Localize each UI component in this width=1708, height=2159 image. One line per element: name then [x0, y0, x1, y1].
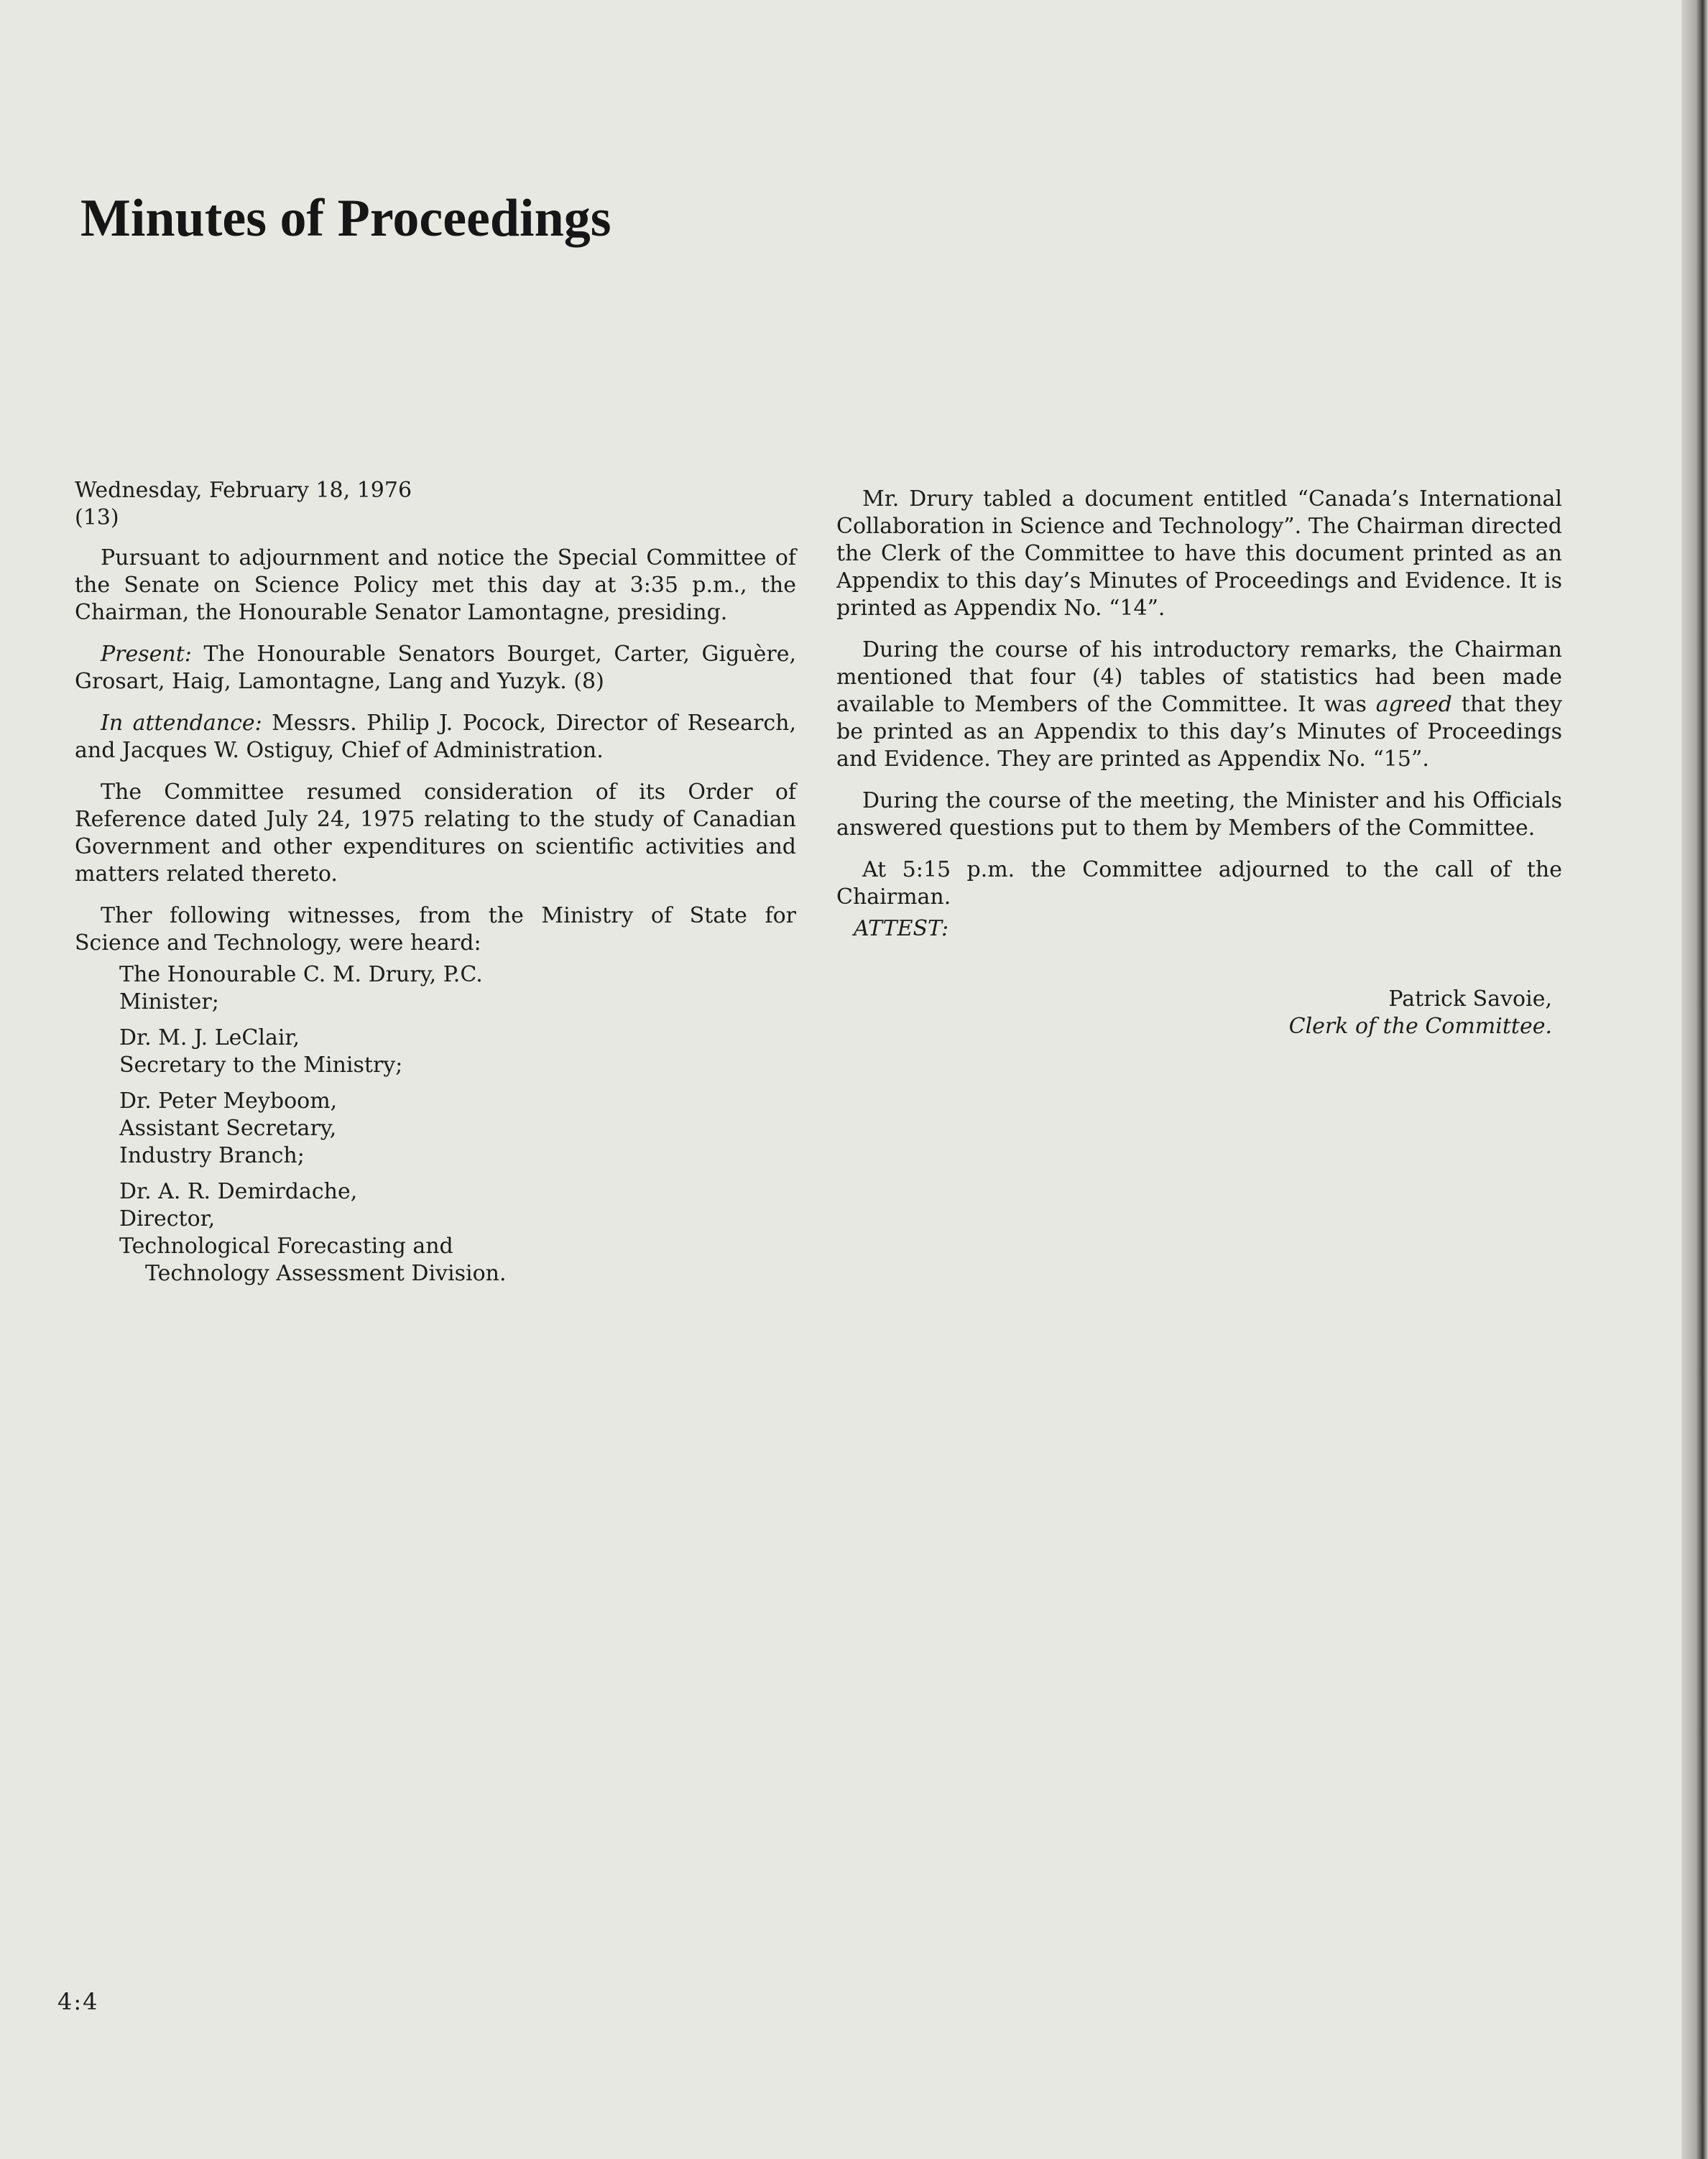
present-label: Present:: [101, 642, 192, 667]
attendance-label: In attendance:: [101, 711, 262, 736]
witness-title: Minister;: [119, 989, 219, 1014]
meeting-header: [75, 477, 796, 532]
left-column: [75, 477, 796, 1296]
witness-title: Director,: [119, 1206, 216, 1231]
witness-name: Dr. A. R. Demirdache,: [119, 1179, 358, 1204]
witness-entry: [119, 961, 796, 1016]
tabled-document-paragraph: Mr. Drury tabled a document entitled “Canada’s International Collaboration in Science and Technology”. The Chairman directed the Clerk of the Committee to have this document printed as an Appendix to this day’s Minutes of Proceedings and Evidence. It is printed as Appendix No. “14”.: [836, 486, 1562, 621]
opening-paragraph: Pursuant to adjournment and notice the Special Committee of the Senate on Science Policy met this day at 3:35 p.m., the Chairman, the Honourable Senator Lamontagne, presiding.: [75, 545, 796, 625]
page-title: Minutes of Proceedings: [80, 188, 611, 248]
statistics-paragraph: [836, 637, 1562, 773]
witness-title: Secretary to the Ministry;: [119, 1053, 403, 1078]
witness-name: The Honourable C. M. Drury, P.C.: [119, 962, 483, 987]
witness-entry: [119, 1178, 796, 1287]
page-binding-edge: [1681, 0, 1708, 2159]
witness-title: Assistant Secretary,: [119, 1116, 337, 1141]
witness-title: Industry Branch;: [119, 1143, 305, 1168]
statistics-text-start: During the course of his introductory remarks, the Chairman mentioned that four (4) tables of statistics had been made available to Members of the Committee. It was: [836, 637, 1562, 717]
signature-name: Patrick Savoie,: [1388, 986, 1552, 1012]
right-column: [836, 486, 1562, 1040]
witness-intro: Ther following witnesses, from the Ministry of State for Science and Technology, were heard:: [75, 903, 796, 956]
statistics-text-end: that they be printed as an Appendix to this day’s Minutes of Proceedings and Evidence. They are printed as Appendix No. “15”.: [836, 692, 1562, 772]
signature-block: [836, 986, 1552, 1040]
meeting-date: Wednesday, February 18, 1976: [75, 478, 412, 503]
reference-paragraph: The Committee resumed consideration of its Order of Reference dated July 24, 1975 relating to the study of Canadian Government and other expenditures on scientific activities and matters related thereto.: [75, 780, 796, 887]
witness-entry: [119, 1025, 796, 1079]
adjournment-paragraph: At 5:15 p.m. the Committee adjourned to the call of the Chairman.: [836, 857, 1562, 910]
witness-title: Technological Forecasting and: [119, 1234, 453, 1259]
present-paragraph: [75, 641, 796, 695]
attendance-paragraph: [75, 710, 796, 764]
present-text: The Honourable Senators Bourget, Carter, Giguère, Grosart, Haig, Lamontagne, Lang and Yuzyk. (8): [75, 642, 796, 694]
attendance-text: Messrs. Philip J. Pocock, Director of Research, and Jacques W. Ostiguy, Chief of Administration.: [75, 711, 796, 763]
witness-title: Technology Assessment Division.: [145, 1261, 507, 1286]
signature-role: Clerk of the Committee.: [1288, 1014, 1552, 1039]
agreed-word: agreed: [1375, 692, 1452, 717]
attest-label: ATTEST:: [854, 916, 949, 941]
questions-paragraph: During the course of the meeting, the Minister and his Officials answered questions put to them by Members of the Committee.: [836, 788, 1562, 841]
meeting-number: (13): [75, 505, 119, 530]
witness-entry: [119, 1088, 796, 1170]
witness-name: Dr. Peter Meyboom,: [119, 1088, 338, 1114]
witness-name: Dr. M. J. LeClair,: [119, 1025, 300, 1050]
page-number: 4:4: [57, 1988, 99, 2015]
